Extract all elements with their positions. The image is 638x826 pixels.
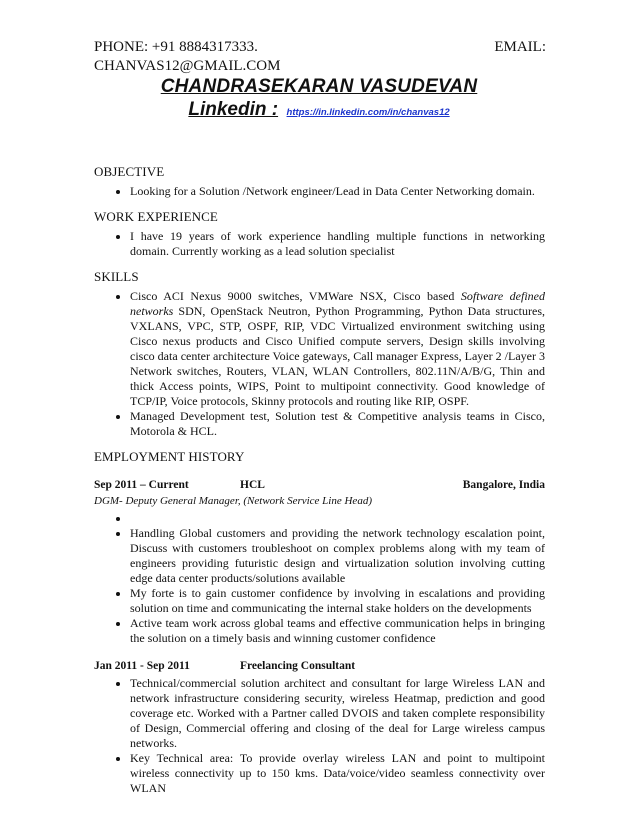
job-header [94,479,545,491]
linkedin-label: Linkedin : [188,99,279,120]
job-location: Bangalore, India [462,479,545,491]
section-title-skills: SKILLS [94,269,139,284]
skills-text: Cisco ACI Nexus 9000 switches, VMWare NSX, Cisco based [130,289,461,303]
job-dates: Sep 2011 – Current [94,479,189,491]
job-entry [94,479,545,646]
list-item-empty [130,511,545,526]
skills-emphasis: Software defined networks [130,289,545,318]
list-item: • Handling Global customers and providing the network technology escalation point, Discuss with customers troubleshoot on complex problems along with my team of engineers providing futuristic design and virtualization solution involving cutting edge data center products/solutions available [130,526,545,586]
job-header [94,660,545,672]
contact-block [94,38,546,76]
job-dates: Jan 2011 - Sep 2011 [94,660,190,672]
section-title-objective: OBJECTIVE [94,164,165,179]
list-item [130,289,545,409]
job-role: DGM- Deputy General Manager, (Network Service Line Head) [94,495,372,507]
job-company: HCL [240,479,265,491]
phone-text: PHONE: +91 8884317333. [94,39,258,55]
skills-list [94,289,545,439]
resume-content [94,164,545,796]
email-text: CHANVAS12@GMAIL.COM [94,58,281,74]
job-company: Freelancing Consultant [240,660,356,672]
employment-section [94,449,545,796]
linkedin-line [0,99,638,121]
work-experience-section [94,209,545,259]
email-label: EMAIL: [494,39,546,55]
candidate-name: CHANDRASEKARAN VASUDEVAN [160,76,478,97]
list-item: • Key Technical area: To provide overlay wireless LAN and point to multipoint wireless connectivity up to 150 kms. Data/voice/video seamless connectivity over WLAN [130,751,545,796]
job-entry [94,660,545,796]
section-title-work-experience: WORK EXPERIENCE [94,209,218,224]
list-item: • Active team work across global teams and effective communication helps in bringing the solution on a timely basis and winning customer confidence [130,616,545,646]
list-item: • Managed Development test, Solution test & Competitive analysis teams in Cisco, Motorola & HCL. [130,409,545,439]
job-bullets [94,676,545,796]
skills-section [94,269,545,439]
list-item: • Technical/commercial solution architect and consultant for large Wireless LAN and network infrastructure considering security, wireless Heatmap, prediction and good coverage etc. Worked with a Partner called DVOIS and taken complete responsibility of Design, Commercial offering and closing of the deal for Large wireless campus networks. [130,676,545,751]
list-item: • My forte is to gain customer confidence by involving in escalations and providing solution on time and communicating the internal stake holders on the developments [130,586,545,616]
section-title-employment: EMPLOYMENT HISTORY [94,449,245,464]
objective-list [94,184,545,199]
list-item: • I have 19 years of work experience handling multiple functions in networking domain. Currently working as a lead solution specialist [130,229,545,259]
work-experience-list [94,229,545,259]
skills-text: SDN, OpenStack Neutron, Python Programming, Python Data structures, VXLANS, VPC, STP, OSPF, RIP, VDC Virtualized environment switching using Cisco nexus products and Cisco Unified compute servers, Design skills involving cisco data center architecture Voice gateways, Call manager Express, Layer 2 /Layer 3 Network switches, Routers, VLAN, WLAN Controllers, 802.11N/A/B/G, Thin and thick Access points, WIPS, Point to multipoint connectivity. Good knowledge of TCP/IP, Voice protocols, Skinny protocols and routing like RIP, OSPF. [130,304,545,408]
list-item: • Looking for a Solution /Network engineer/Lead in Data Center Networking domain. [130,184,545,199]
linkedin-link[interactable]: https://in.linkedin.com/in/chanvas12 [286,107,450,118]
job-bullets [94,511,545,646]
objective-section [94,164,545,199]
